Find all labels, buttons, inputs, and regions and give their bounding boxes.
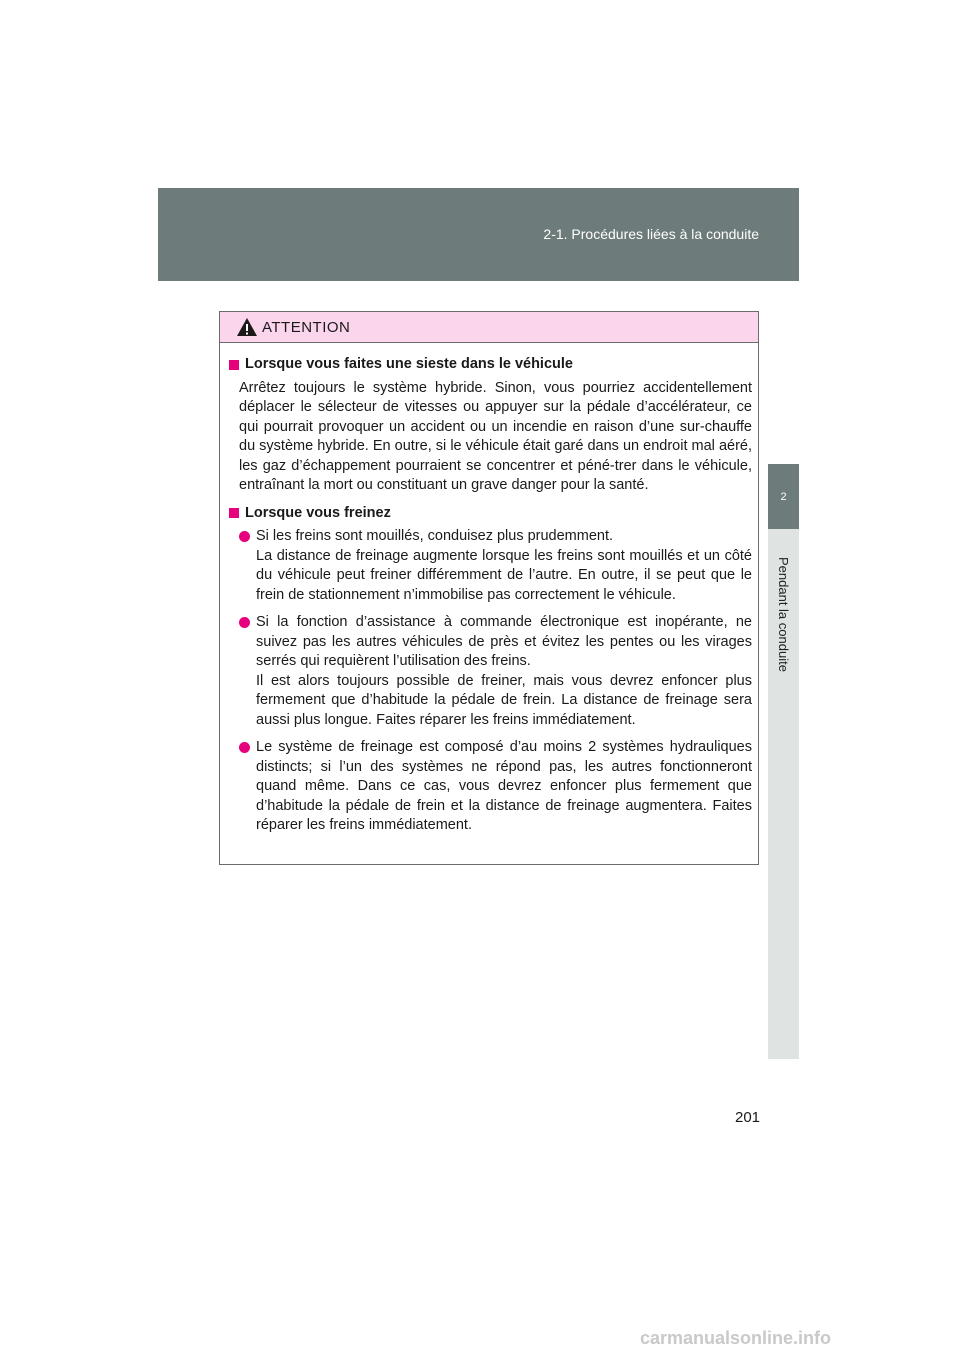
circle-bullet-icon bbox=[239, 617, 250, 628]
chapter-tab-number: 2 bbox=[768, 464, 799, 529]
list-item: Le système de freinage est composé d’au moins 2 systèmes hydrauliques distincts; si l’un des systèmes ne répond pas, les autres fonctionneront quand même. Dans ce cas, vous devrez enfoncer plus fermement que d’habitude la pédale de frein et la distance de freinage augmentera. Faites réparer les freins immédiatement. bbox=[239, 738, 752, 836]
watermark: carmanualsonline.info bbox=[640, 1328, 832, 1348]
square-bullet-icon bbox=[229, 360, 239, 370]
warning-header bbox=[220, 312, 758, 343]
page-number: 201 bbox=[735, 1109, 761, 1126]
square-bullet-icon bbox=[229, 508, 239, 518]
chapter-section-title: 2-1. Procédures liées à la conduite bbox=[543, 226, 759, 242]
section-paragraph-nap: Arrêtez toujours le système hybride. Sinon, vous pourriez accidentellement déplacer le sélecteur de vitesses ou appuyer sur la pédale d’accélérateur, ce qui pourrait provoquer un accident ou un incendie en raison d’une sur-chauffe du système hybride. En outre, si le véhicule était garé dans un endroit mal aéré, les gaz d’échappement pourraient se concentrer et péné-trer dans le véhicule, entraînant la mort ou constituant un grave danger pour la santé. bbox=[239, 379, 752, 493]
section-heading-braking: Lorsque vous freinez bbox=[229, 504, 752, 524]
circle-bullet-icon bbox=[239, 742, 250, 753]
warning-box bbox=[219, 311, 759, 865]
chapter-side-strip bbox=[768, 529, 799, 1059]
warning-title: ATTENTION bbox=[262, 318, 351, 336]
warning-body bbox=[220, 343, 758, 836]
warning-triangle-icon bbox=[236, 317, 258, 337]
section-heading-nap: Lorsque vous faites une sieste dans le véhicule bbox=[229, 355, 752, 375]
chapter-header-band bbox=[158, 188, 799, 281]
list-item: Si les freins sont mouillés, conduisez plus prudemment. La distance de freinage augmente lorsque les freins sont mouillés et un côté du véhicule peut freiner différemment de l’autre. En outre, il se peut que le frein de stationnement n’immobilise pas correctement le véhicule. bbox=[239, 527, 752, 605]
circle-bullet-icon bbox=[239, 531, 250, 542]
list-item: Si la fonction d’assistance à commande électronique est inopérante, ne suivez pas les autres véhicules de près et évitez les pentes ou les virages serrés qui requièrent l’utilisation des freins. Il est alors toujours possible de freiner, mais vous devrez enfoncer plus fermement que d’habitude la pédale de frein. La distance de freinage sera aussi plus longue. Faites réparer les freins immédiatement. bbox=[239, 613, 752, 730]
chapter-side-label: Pendant la conduite bbox=[776, 556, 791, 672]
